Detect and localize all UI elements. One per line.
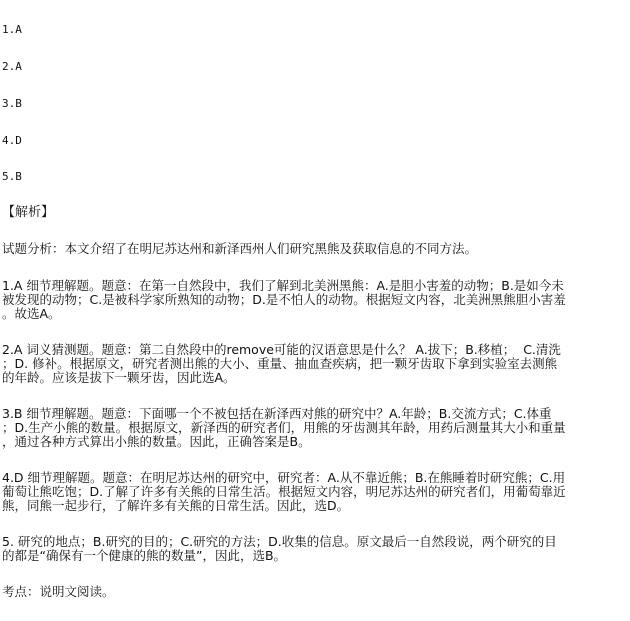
answer-5: 5.B bbox=[2, 170, 22, 183]
kaodian-line: 考点：说明文阅读。 bbox=[2, 584, 115, 599]
q4-line-3: 熊，同熊一起步行，了解许多有关熊的日常生活。因此，选D。 bbox=[2, 498, 350, 513]
q3-line-2: ；D.生产小熊的数量。根据原文，新泽西的研究者们，用熊的牙齿测其年龄，用药后测量其大小和重量 bbox=[2, 420, 566, 435]
answer-4: 4.D bbox=[2, 134, 22, 147]
q1-line-2: 被发现的动物；C.是被科学家所熟知的动物；D.是不怕人的动物。根据短文内容，北美洲黑熊胆小害羞 bbox=[2, 292, 566, 307]
q2-line-3: 的年龄。应该是拔下一颗牙齿，因此选A。 bbox=[2, 370, 236, 385]
q2-line-2: ；D. 修补。根据原文，研究者测出熊的大小、重量、抽血查疾病，把一颗牙齿取下拿到实验室去测熊 bbox=[2, 356, 558, 371]
q5-line-1: 5. 研究的地点；B.研究的目的；C.研究的方法；D.收集的信息。原文最后一自然段说，两个研究的目 bbox=[2, 534, 557, 549]
q3-line-3: ，通过各种方式算出小熊的数量。因此，正确答案是B。 bbox=[2, 434, 311, 449]
intro-paragraph: 试题分析：本文介绍了在明尼苏达州和新泽西州人们研究黑熊及获取信息的不同方法。 bbox=[2, 241, 478, 256]
answer-2: 2.A bbox=[2, 60, 22, 73]
answer-3: 3.B bbox=[2, 97, 22, 110]
q4-line-1: 4.D 细节理解题。题意：在明尼苏达州的研究中，研究者：A.从不靠近熊；B.在熊睡着时研究熊；C.用 bbox=[2, 470, 566, 485]
q4-line-2: 葡萄让熊吃饱；D.了解了许多有关熊的日常生活。根据短文内容，明尼苏达州的研究者们，用葡萄靠近 bbox=[2, 484, 566, 499]
q2-line-1: 2.A 词义猜测题。题意：第二自然段中的remove可能的汉语意思是什么？ A.拔下；B.移植； C.清洗 bbox=[2, 342, 561, 357]
q5-line-2: 的都是“确保有一个健康的熊的数量”，因此，选B。 bbox=[2, 548, 287, 563]
answer-1: 1.A bbox=[2, 23, 22, 36]
q3-line-1: 3.B 细节理解题。题意：下面哪一个不被包括在新泽西对熊的研究中？A.年龄；B.交流方式；C.体重 bbox=[2, 406, 552, 421]
q1-line-3: 。故选A。 bbox=[2, 306, 61, 321]
q1-line-1: 1.A 细节理解题。题意：在第一自然段中，我们了解到北美洲黑熊：A.是胆小害羞的动物；B.是如今未 bbox=[2, 278, 564, 293]
analysis-heading: 【解析】 bbox=[2, 205, 55, 220]
